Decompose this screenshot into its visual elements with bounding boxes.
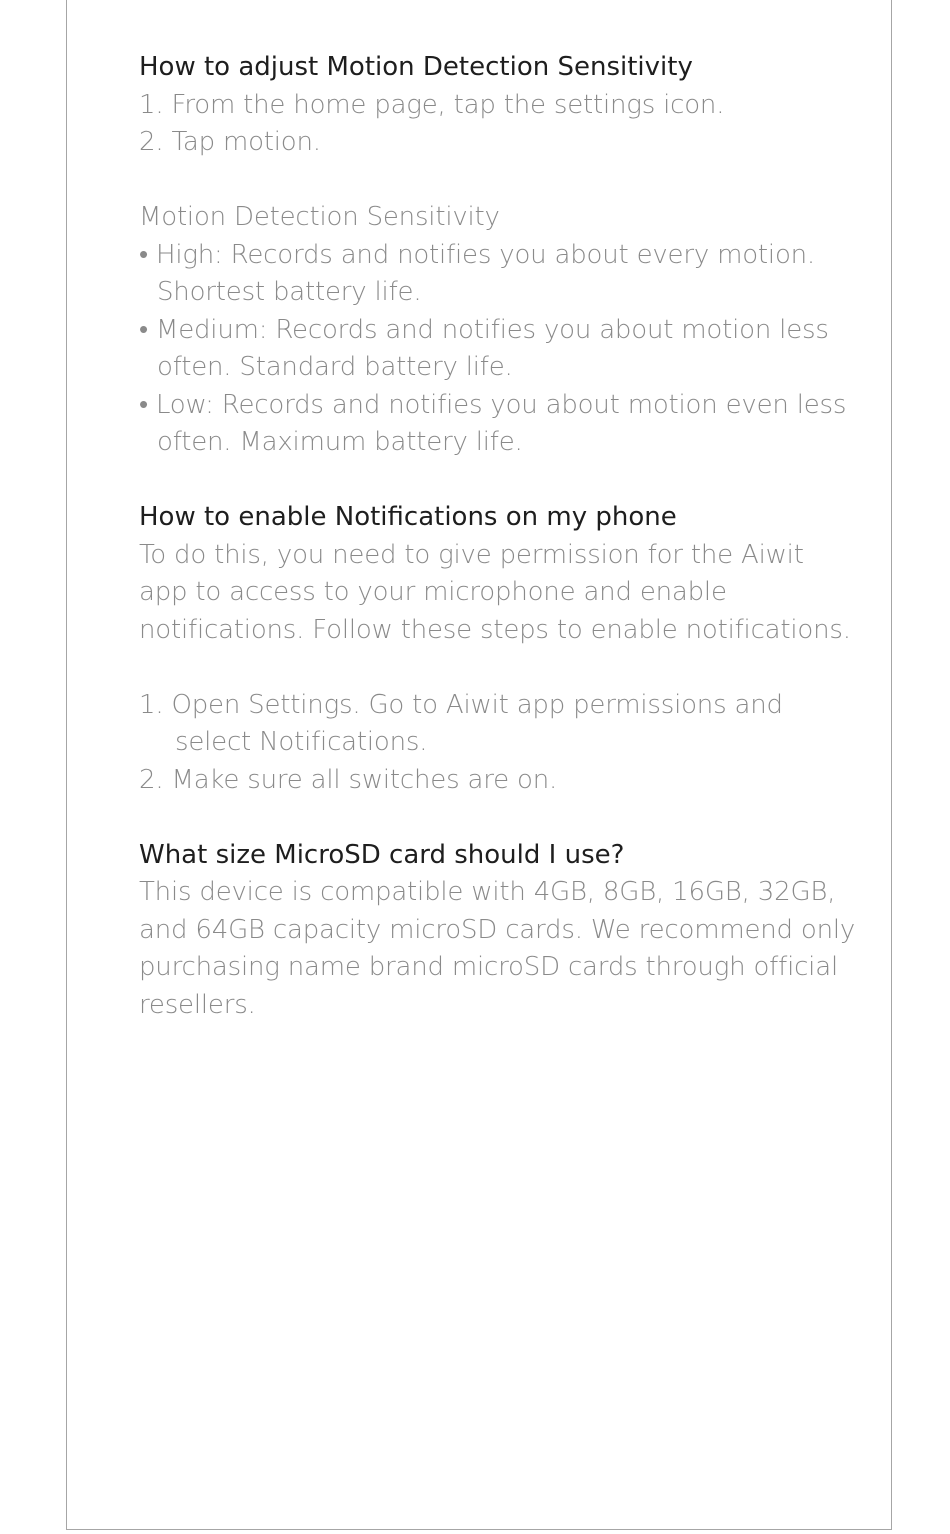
notifications-paragraph-line-2: app to access to your microphone and enable <box>139 577 727 607</box>
motion-sensitivity-heading: How to adjust Motion Detection Sensitivity <box>139 52 693 82</box>
notifications-heading: How to enable Notifications on my phone <box>139 502 677 532</box>
notifications-step-2: 2. Make sure all switches are on. <box>139 764 558 795</box>
spacer <box>139 462 839 500</box>
motion-step-2: 2. Tap motion. <box>139 127 321 157</box>
motion-sensitivity-section <box>139 49 839 162</box>
sensitivity-low-line-2: often. Maximum battery life. <box>157 427 523 457</box>
faq-content <box>139 49 856 1024</box>
microsd-section <box>139 837 856 1025</box>
microsd-paragraph-line-4: resellers. <box>139 989 256 1020</box>
notifications-paragraph-line-1: To do this, you need to give permission for the Aiwit <box>139 539 804 570</box>
notifications-step-1-line-2: select Notifications. <box>175 727 428 757</box>
notifications-paragraph-line-3: notifications. Follow these steps to enable notifications. <box>139 614 851 645</box>
sensitivity-medium-line-2: often. Standard battery life. <box>157 352 513 382</box>
microsd-paragraph-line-3: purchasing name brand microSD cards through official <box>139 952 838 982</box>
sensitivity-levels-title: Motion Detection Sensitivity <box>139 202 500 232</box>
microsd-heading: What size MicroSD card should I use? <box>139 839 625 870</box>
sensitivity-levels-section <box>139 199 847 462</box>
notifications-step-1-line-1: 1. Open Settings. Go to Aiwit app permissions and <box>139 689 783 720</box>
microsd-paragraph-line-2: and 64GB capacity microSD cards. We recommend only <box>139 914 856 945</box>
sensitivity-high-line-2: Shortest battery life. <box>157 277 422 307</box>
sensitivity-low-line-1: • Low: Records and notifies you about motion even less <box>139 389 847 420</box>
spacer <box>139 649 839 687</box>
notifications-section <box>139 499 851 799</box>
spacer <box>139 162 839 200</box>
spacer <box>139 799 839 837</box>
motion-step-1: 1. From the home page, tap the settings icon. <box>139 89 725 120</box>
sensitivity-medium-line-1: • Medium: Records and notifies you about motion less <box>139 314 829 345</box>
sensitivity-high-line-1: • High: Records and notifies you about every motion. <box>139 239 815 270</box>
microsd-paragraph-line-1: This device is compatible with 4GB, 8GB, 16GB, 32GB, <box>139 877 836 907</box>
